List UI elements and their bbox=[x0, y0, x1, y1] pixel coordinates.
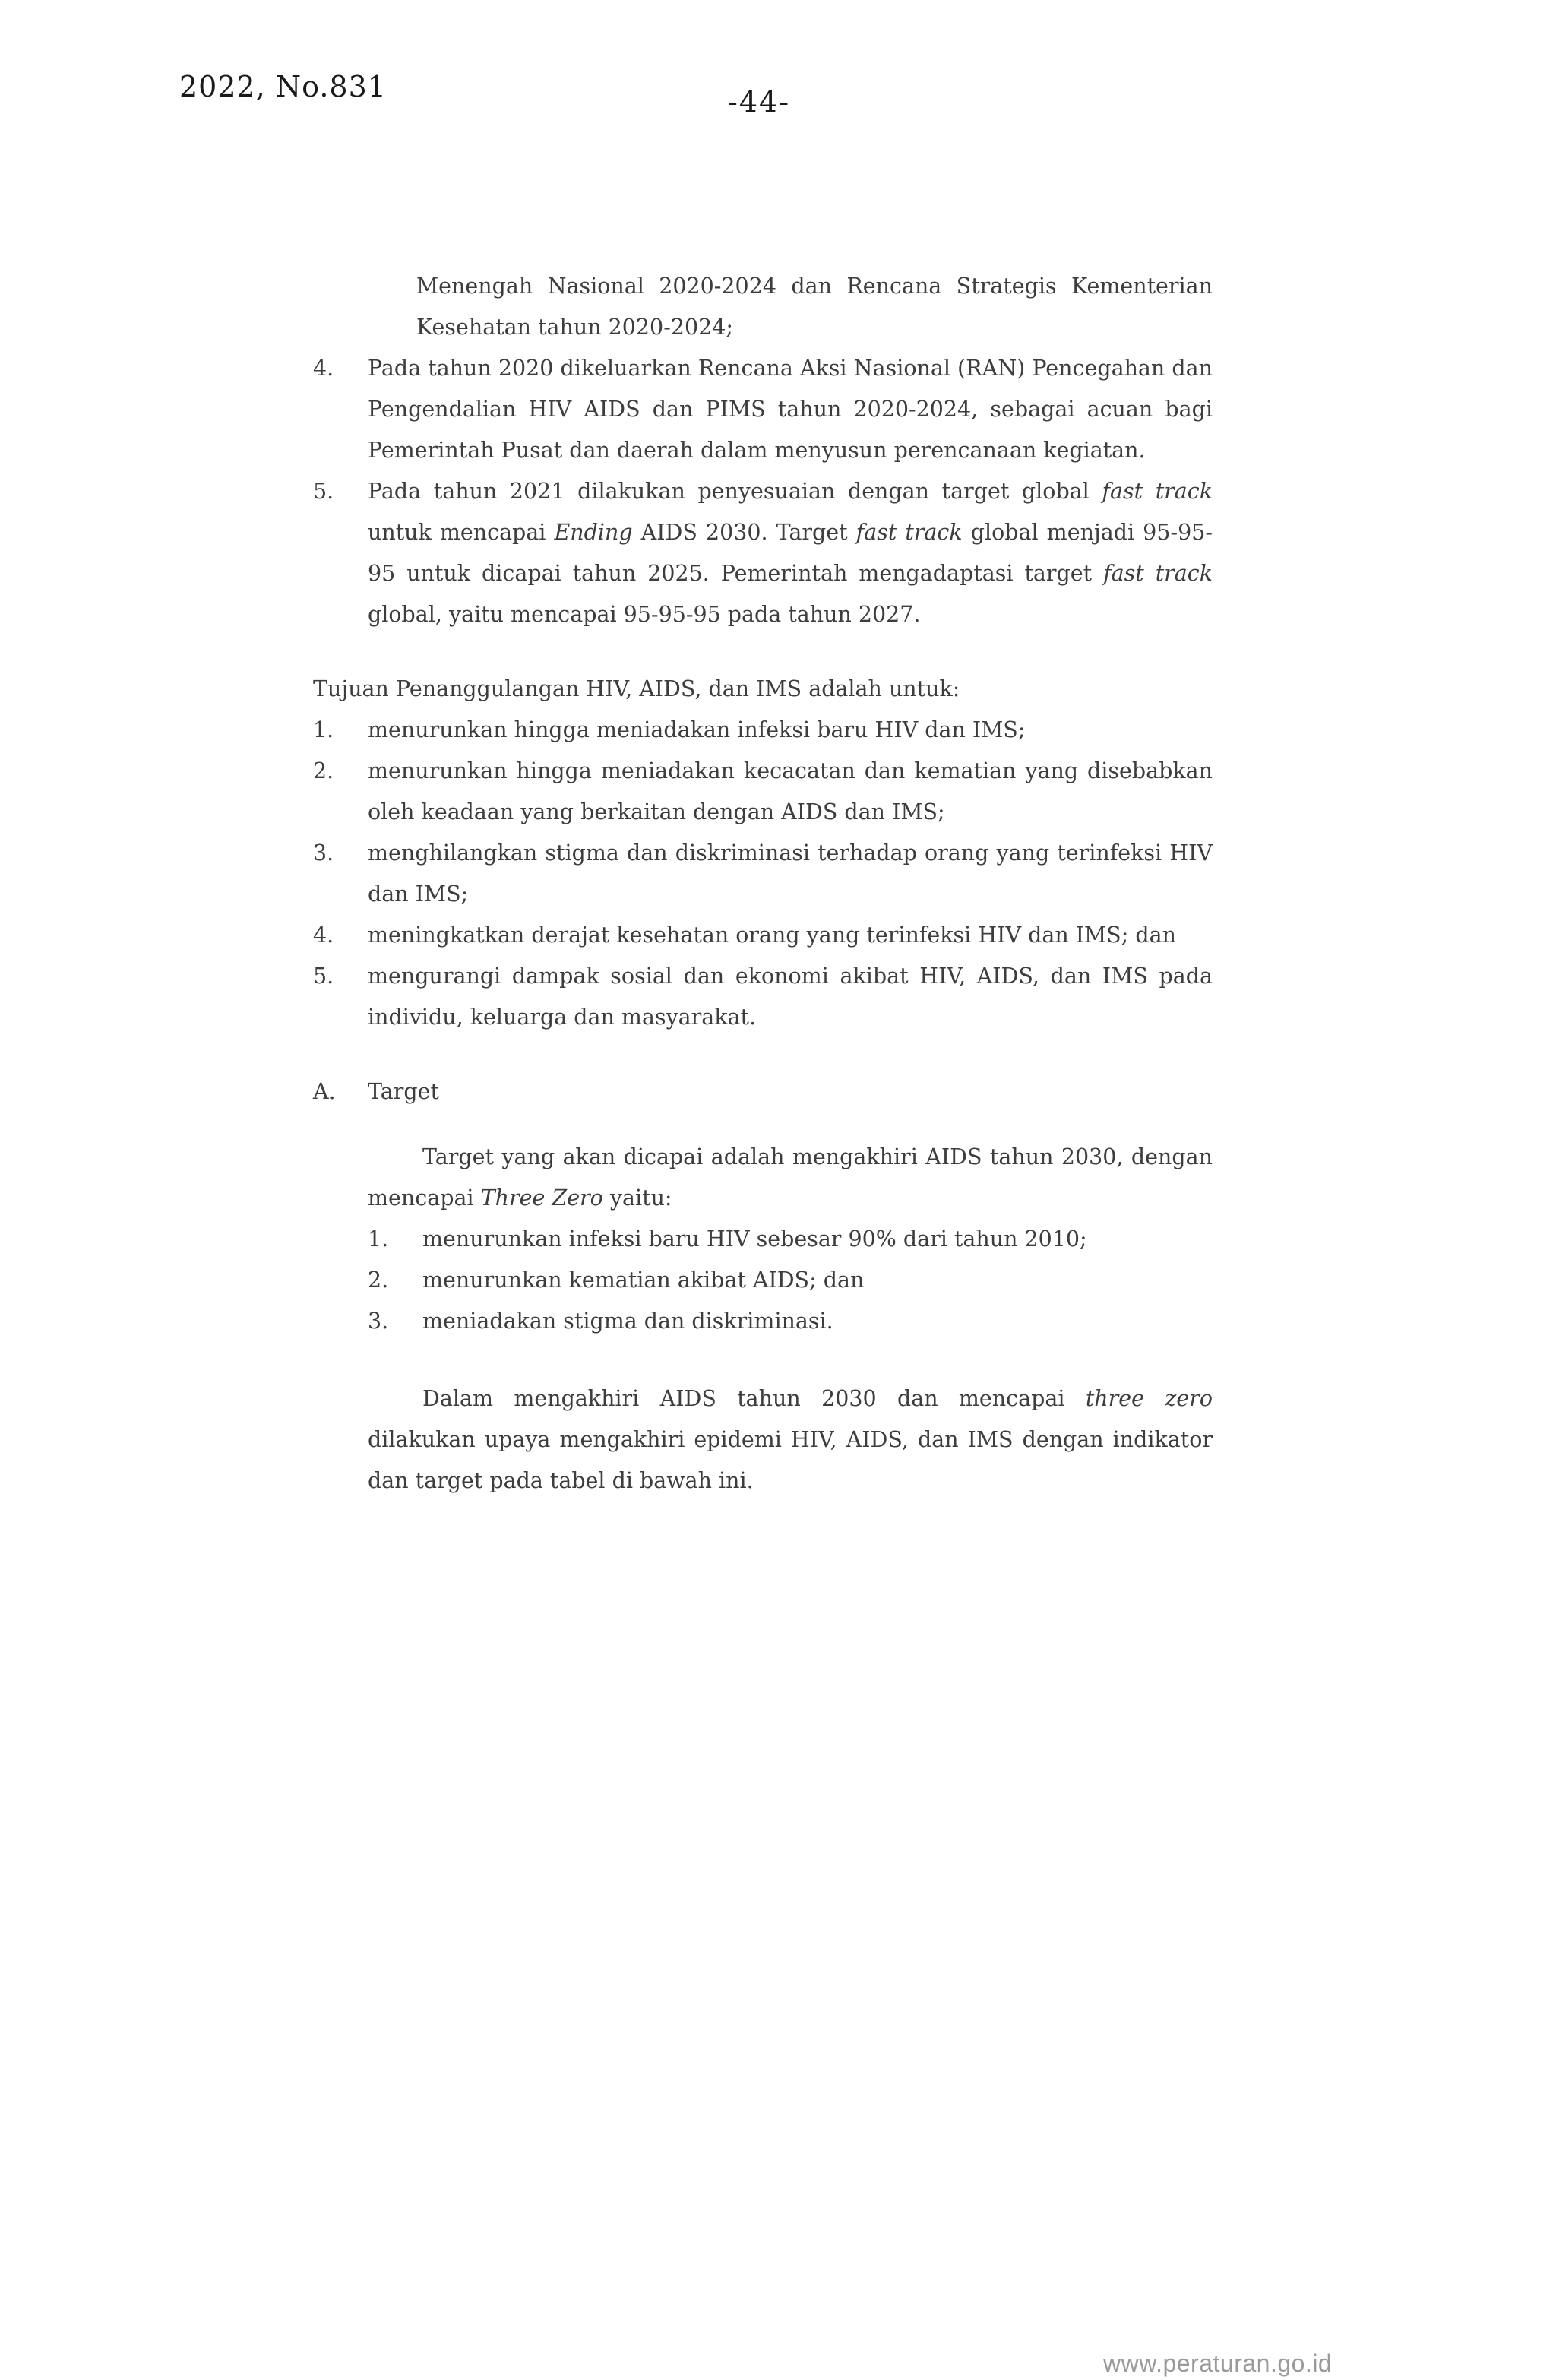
list-item-number: 3. bbox=[368, 1309, 389, 1334]
list-item bbox=[313, 833, 1213, 915]
website-watermark: www.peraturan.go.id bbox=[1103, 2350, 1333, 2377]
section-a-heading bbox=[313, 1071, 1213, 1112]
goals-intro: Tujuan Penanggulangan HIV, AIDS, dan IMS adalah untuk: bbox=[313, 676, 960, 701]
list-item bbox=[368, 1219, 1213, 1260]
list-item bbox=[313, 751, 1213, 833]
list-item bbox=[313, 471, 1213, 635]
document-reference: 2022, No.831 bbox=[179, 70, 387, 103]
section-title: Target bbox=[368, 1079, 439, 1104]
list-item-number: 2. bbox=[313, 758, 334, 783]
list-item-number: 1. bbox=[313, 717, 334, 742]
section-a-list bbox=[368, 1219, 1213, 1342]
list-item-number: 5. bbox=[313, 964, 334, 989]
list-item-number: 2. bbox=[368, 1268, 389, 1293]
list-item bbox=[368, 1301, 1213, 1342]
list-item bbox=[313, 915, 1213, 956]
section-a-paragraph-2: Dalam mengakhiri AIDS tahun 2030 dan mencapai three zero dilakukan upaya mengakhiri epidemi HIV, AIDS, dan IMS dengan indikator dan target pada tabel di bawah ini. bbox=[368, 1386, 1213, 1493]
list-item bbox=[313, 956, 1213, 1038]
list-item-number: 4. bbox=[313, 923, 334, 948]
list-item-text: Pada tahun 2021 dilakukan penyesuaian dengan target global fast track untuk mencapai Ending AIDS 2030. Target fast track global menjadi 95-95-95 untuk dicapai tahun 2025. Pemerintah mengadaptasi target fast track global, yaitu mencapai 95-95-95 pada tahun 2027. bbox=[368, 479, 1213, 627]
list-item bbox=[313, 348, 1213, 471]
section-letter: A. bbox=[313, 1079, 336, 1104]
list-item bbox=[368, 1260, 1213, 1301]
list-item-text: menurunkan hingga meniadakan kecacatan dan kematian yang disebabkan oleh keadaan yang berkaitan dengan AIDS dan IMS; bbox=[368, 758, 1213, 824]
goals-section bbox=[313, 669, 1213, 1038]
list-item bbox=[313, 710, 1213, 751]
list-item-text: meningkatkan derajat kesehatan orang yang terinfeksi HIV dan IMS; dan bbox=[368, 923, 1176, 948]
page-number: -44- bbox=[728, 85, 791, 119]
continuation-line-2: Kesehatan tahun 2020-2024; bbox=[416, 315, 733, 340]
continuation-text bbox=[416, 266, 1213, 348]
list-item-text: menurunkan hingga meniadakan infeksi baru HIV dan IMS; bbox=[368, 717, 1026, 742]
list-item-text: menurunkan kematian akibat AIDS; dan bbox=[422, 1268, 865, 1293]
list-item-text: Pada tahun 2020 dikeluarkan Rencana Aksi Nasional (RAN) Pencegahan dan Pengendalian HIV AIDS dan PIMS tahun 2020-2024, sebagai acuan bagi Pemerintah Pusat dan daerah dalam menyusun perencanaan kegiatan. bbox=[368, 356, 1213, 463]
list-item-number: 3. bbox=[313, 840, 334, 866]
list-item-text: mengurangi dampak sosial dan ekonomi akibat HIV, AIDS, dan IMS pada individu, keluarga dan masyarakat. bbox=[368, 964, 1213, 1030]
section-a-paragraph-1: Target yang akan dicapai adalah mengakhiri AIDS tahun 2030, dengan mencapai Three Zero yaitu: bbox=[368, 1144, 1213, 1211]
list-item-text: menurunkan infeksi baru HIV sebesar 90% dari tahun 2010; bbox=[422, 1226, 1087, 1252]
list-item-number: 5. bbox=[313, 479, 334, 504]
list-item-number: 4. bbox=[313, 356, 334, 381]
numbered-list-1 bbox=[313, 348, 1213, 635]
list-item-number: 1. bbox=[368, 1226, 389, 1252]
continuation-line-1: Menengah Nasional 2020-2024 dan Rencana Strategis Kementerian bbox=[416, 274, 1213, 299]
list-item-text: meniadakan stigma dan diskriminasi. bbox=[422, 1309, 833, 1334]
list-item-text: menghilangkan stigma dan diskriminasi terhadap orang yang terinfeksi HIV dan IMS; bbox=[368, 840, 1213, 907]
